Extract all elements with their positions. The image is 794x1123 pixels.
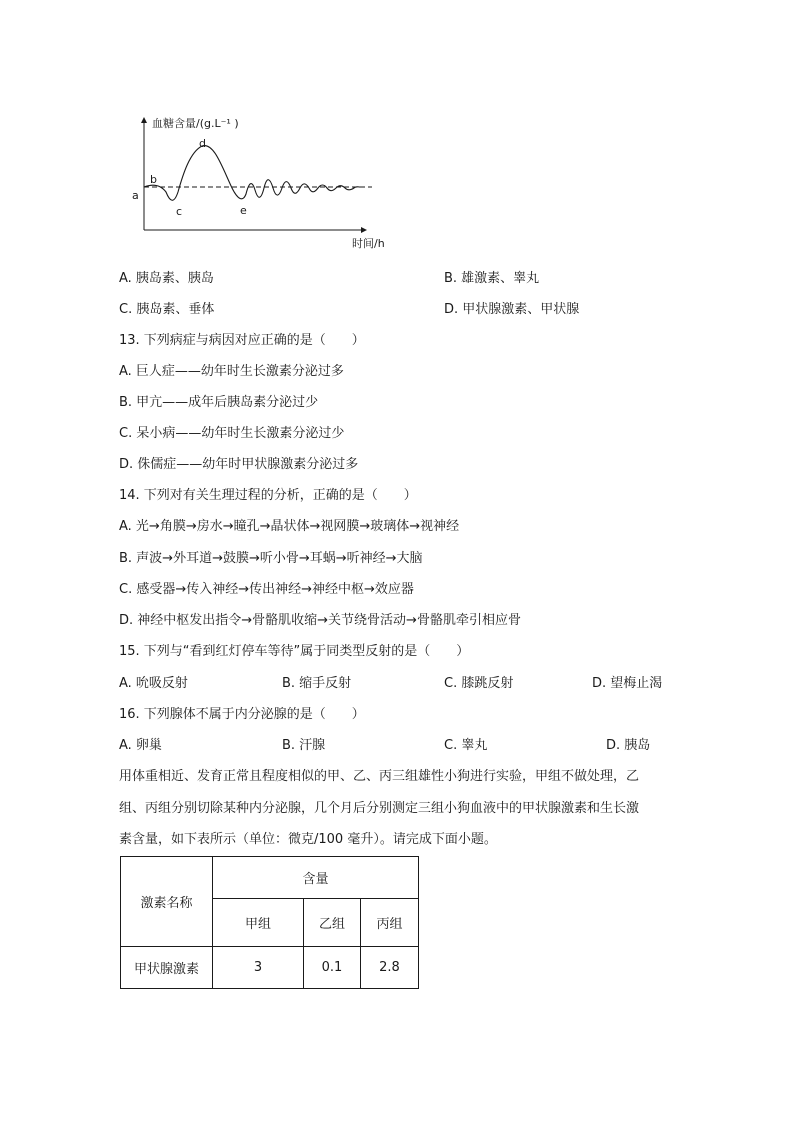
table-header-content: 含量 — [213, 857, 419, 899]
point-b-label: b — [150, 173, 157, 186]
q13-option-c: C. 呆小病——幼年时生长激素分泌过少 — [119, 426, 345, 441]
table-row-name: 甲状腺激素 — [121, 947, 213, 989]
q12-option-c: C. 胰岛素、垂体 — [119, 302, 215, 317]
q14-stem: 14. 下列对有关生理过程的分析，正确的是（ ） — [119, 488, 417, 503]
q14-option-c: C. 感受器→传入神经→传出神经→神经中枢→效应器 — [119, 582, 414, 597]
q15-option-b: B. 缩手反射 — [282, 676, 352, 691]
point-a-label: a — [132, 189, 139, 202]
point-d-label: d — [199, 137, 206, 150]
table-cell-bing: 2.8 — [361, 947, 419, 989]
table-header-name: 激素名称 — [121, 857, 213, 947]
q16-option-c: C. 睾丸 — [444, 738, 488, 753]
q15-option-d: D. 望梅止渴 — [592, 676, 663, 691]
q15-stem: 15. 下列与“看到红灯停车等待”属于同类型反射的是（ ） — [119, 644, 470, 659]
table-group-bing: 丙组 — [361, 899, 419, 947]
q13-stem: 13. 下列病症与病因对应正确的是（ ） — [119, 333, 365, 348]
table-row — [121, 947, 419, 989]
q12-option-d: D. 甲状腺激素、甲状腺 — [444, 302, 580, 317]
q12-option-a: A. 胰岛素、胰岛 — [119, 271, 214, 286]
blood-sugar-curve — [144, 146, 360, 201]
passage-line-3: 素含量，如下表所示（单位：微克/100 毫升）。请完成下面小题。 — [119, 832, 497, 847]
q12-option-b: B. 雄激素、睾丸 — [444, 271, 540, 286]
q13-option-b: B. 甲亢——成年后胰岛素分泌过少 — [119, 395, 319, 410]
q14-option-a: A. 光→角膜→房水→瞳孔→晶状体→视网膜→玻璃体→视神经 — [119, 519, 460, 534]
table-header-row — [121, 857, 419, 899]
passage-line-2: 组、丙组分别切除某种内分泌腺，几个月后分别测定三组小狗血液中的甲状腺激素和生长激 — [119, 801, 640, 816]
q14-option-b: B. 声波→外耳道→鼓膜→听小骨→耳蜗→听神经→大脑 — [119, 551, 423, 566]
q15-option-a: A. 吮吸反射 — [119, 676, 188, 691]
table-group-jia: 甲组 — [213, 899, 304, 947]
hormone-table — [120, 856, 419, 989]
point-c-label: c — [176, 205, 183, 218]
y-axis-label: 血糖含量/(g.L⁻¹ ) — [152, 117, 239, 130]
x-axis-label: 时间/h — [352, 237, 385, 250]
q16-stem: 16. 下列腺体不属于内分泌腺的是（ ） — [119, 707, 365, 722]
table-cell-yi: 0.1 — [304, 947, 361, 989]
q13-option-d: D. 侏儒症——幼年时甲状腺激素分泌过多 — [119, 457, 359, 472]
q14-option-d: D. 神经中枢发出指令→骨骼肌收缩→关节绕骨活动→骨骼肌牵引相应骨 — [119, 613, 521, 628]
table-cell-jia: 3 — [213, 947, 304, 989]
table-group-yi: 乙组 — [304, 899, 361, 947]
point-e-label: e — [240, 204, 247, 217]
q13-option-a: A. 巨人症——幼年时生长激素分泌过多 — [119, 364, 344, 379]
q15-option-c: C. 膝跳反射 — [444, 676, 514, 691]
passage-line-1: 用体重相近、发育正常且程度相似的甲、乙、丙三组雄性小狗进行实验，甲组不做处理，乙 — [119, 769, 640, 784]
blood-sugar-graph — [128, 112, 398, 252]
q16-option-d: D. 胰岛 — [606, 738, 651, 753]
q16-option-b: B. 汗腺 — [282, 738, 326, 753]
q16-option-a: A. 卵巢 — [119, 738, 162, 753]
